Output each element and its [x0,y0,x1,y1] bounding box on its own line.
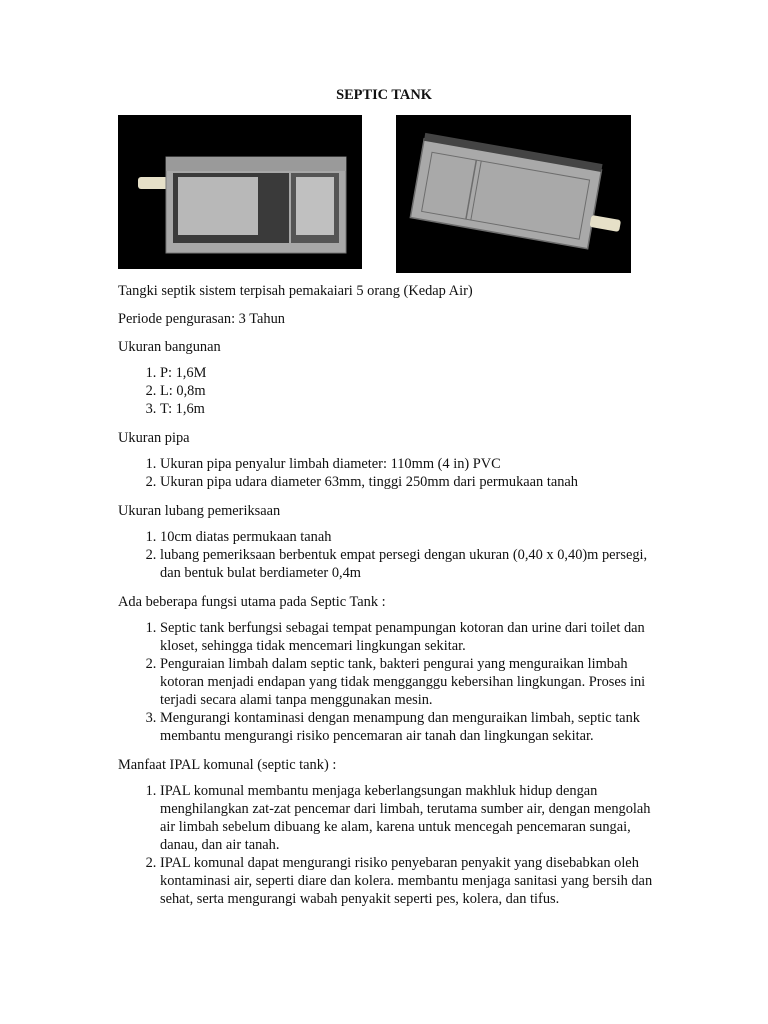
list-item: 1. IPAL komunal membantu menjaga keberlangsungan makhluk hidup dengan menghilangkan zat-zat pencemar dari limbah, terutama sumber air, dengan mengolah air limbah sebelum dibuang ke alam, karena untuk mencegah pencemaran sungai, danau, dan air tanah. [160,782,658,854]
septic-tank-section-drawing [118,115,362,269]
list-item: 3. T: 1,6m [160,400,658,418]
document-title: SEPTIC TANK [336,87,432,103]
list-item: 2. L: 0,8m [160,382,658,400]
ukuran-pipa-heading: Ukuran pipa [118,430,190,446]
septic-tank-3d-drawing [396,115,631,273]
tank-top [166,157,346,171]
manfaat-list [118,782,658,908]
outlet-pipe [589,215,621,232]
list-item: 1. Septic tank berfungsi sebagai tempat penampungan kotoran dan urine dari toilet dan kloset, sehingga tidak mencemari lingkungan sekitar. [160,619,658,655]
ukuran-bangunan-heading: Ukuran bangunan [118,339,221,355]
list-item: 2. Penguraian limbah dalam septic tank, bakteri pengurai yang menguraikan limbah kotoran menjadi endapan yang tidak mengganggu kebersihan lingkungan. Proses ini terjadi secara alami tanpa menggunakan mesin. [160,655,658,709]
document-body [118,282,658,908]
list-item: 3. Mengurangi kontaminasi dengan menampung dan menguraikan limbah, septic tank membantu mengurangi risiko pencemaran air tanah dan lingkungan sekitar. [160,709,658,745]
intro-text: Tangki septik sistem terpisah pemakaiari 5 orang (Kedap Air) [118,283,473,299]
fungsi-list [118,619,658,745]
inlet-pipe [138,177,168,189]
manfaat-heading: Manfaat IPAL komunal (septic tank) : [118,757,337,773]
list-item: 2. Ukuran pipa udara diameter 63mm, tinggi 250mm dari permukaan tanah [160,473,658,491]
ukuran-pipa-list [118,455,658,491]
chamber-1-inner [178,177,258,235]
list-item: 1. P: 1,6M [160,364,658,382]
tank-3d-body [410,139,601,249]
chamber-2-inner [296,177,334,235]
ukuran-bangunan-list [118,364,658,418]
fungsi-heading: Ada beberapa fungsi utama pada Septic Tank : [118,594,386,610]
periode-text: Periode pengurasan: 3 Tahun [118,311,285,327]
list-item: 2. IPAL komunal dapat mengurangi risiko penyebaran penyakit yang disebabkan oleh kontaminasi air, seperti diare dan kolera. membantu menjaga sanitasi yang bersih dan sehat, serta mengurangi wabah penyakit seperti pes, kolera, dan tifus. [160,854,658,908]
list-item: 1. 10cm diatas permukaan tanah [160,528,658,546]
partition [263,173,289,243]
septic-tank-section-image [118,115,362,269]
lubang-heading: Ukuran lubang pemeriksaan [118,503,281,519]
septic-tank-3d-image [396,115,631,273]
list-item: 1. Ukuran pipa penyalur limbah diameter: 110mm (4 in) PVC [160,455,658,473]
lubang-list [118,528,658,582]
list-item: 2. lubang pemeriksaan berbentuk empat persegi dengan ukuran (0,40 x 0,40)m persegi, dan bentuk bulat berdiameter 0,4m [160,546,658,582]
